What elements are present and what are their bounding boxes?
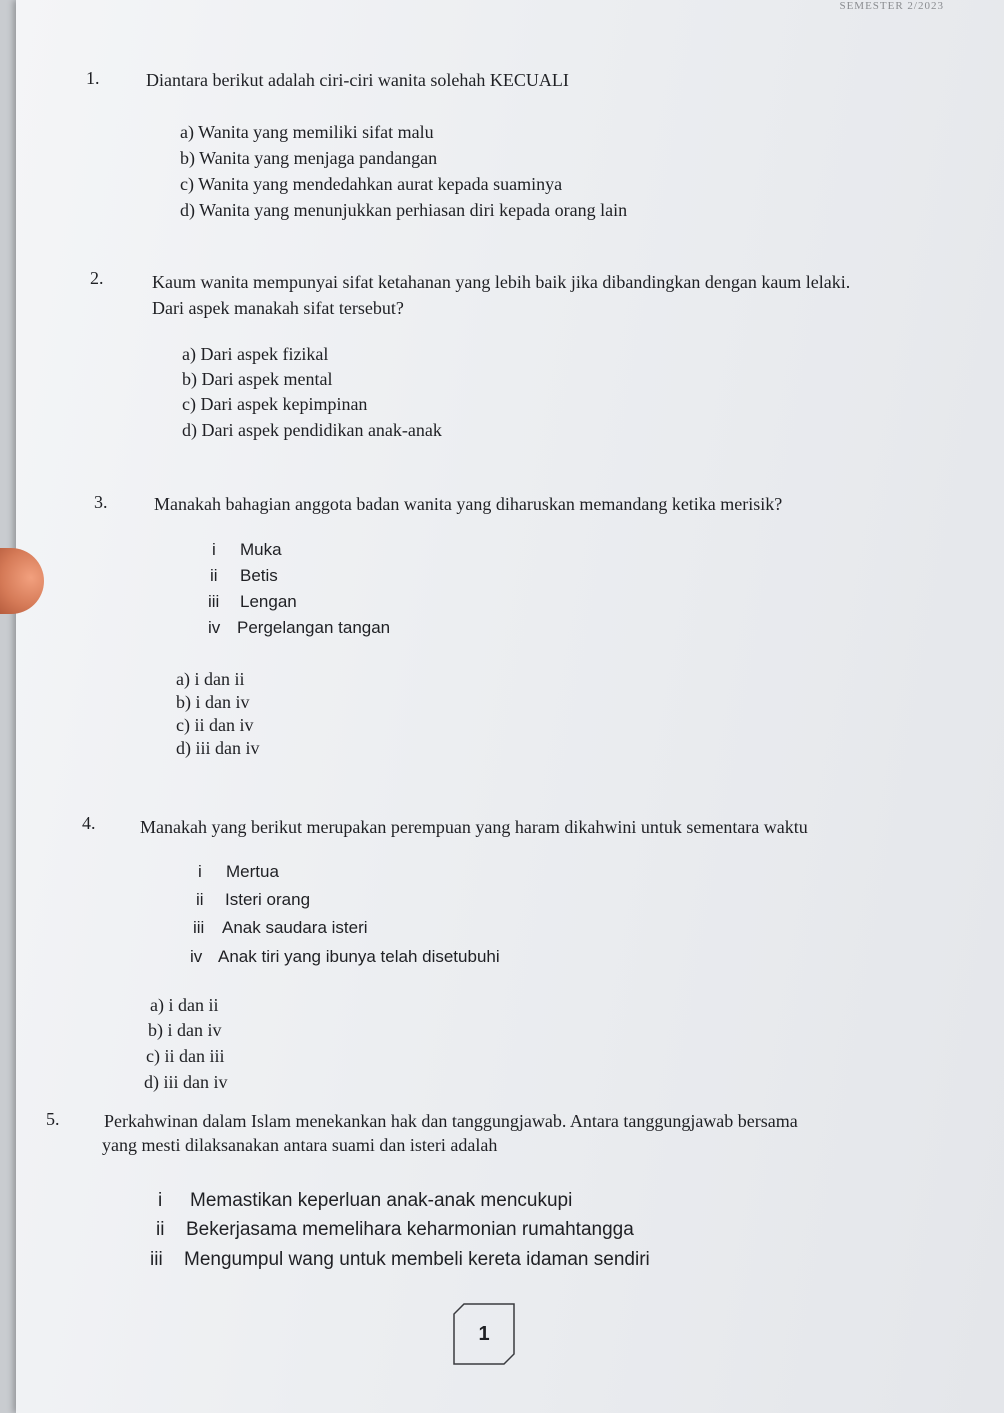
question-3-item-roman: ii xyxy=(210,566,218,585)
question-4-option-b: b) i dan iv xyxy=(148,1020,222,1040)
question-4-option-a: a) i dan ii xyxy=(150,995,219,1015)
question-3-text: Manakah bahagian anggota badan wanita yang diharuskan memandang ketika merisik? xyxy=(154,494,783,514)
question-1-option-b: b) Wanita yang menjaga pandangan xyxy=(180,148,438,168)
question-5-item-roman: iii xyxy=(150,1249,163,1270)
question-3-item-roman: iv xyxy=(208,618,221,637)
question-2-option-c: c) Dari aspek kepimpinan xyxy=(182,394,368,414)
question-4-item-text: Mertua xyxy=(226,862,279,881)
question-2-text-line-2: Dari aspek manakah sifat tersebut? xyxy=(152,298,404,318)
question-4-item-roman: iv xyxy=(190,947,203,966)
question-5-item-text: Bekerjasama memelihara keharmonian rumahtangga xyxy=(186,1219,634,1240)
question-1-option-a: a) Wanita yang memiliki sifat malu xyxy=(180,122,434,142)
question-5-item-text: Memastikan keperluan anak-anak mencukupi xyxy=(190,1190,573,1211)
question-2-option-b: b) Dari aspek mental xyxy=(182,369,333,389)
question-4-item-text: Anak saudara isteri xyxy=(222,918,368,937)
question-5-number: 5. xyxy=(46,1109,60,1129)
question-2-option-a: a) Dari aspek fizikal xyxy=(182,344,329,364)
question-3-item-text: Pergelangan tangan xyxy=(237,618,391,637)
question-3-option-a: a) i dan ii xyxy=(176,669,245,689)
question-2-number: 2. xyxy=(90,268,104,288)
question-1-text: Diantara berikut adalah ciri-ciri wanita solehah KECUALI xyxy=(146,70,569,90)
question-3-option-b: b) i dan iv xyxy=(176,692,250,712)
question-4-option-d: d) iii dan iv xyxy=(144,1072,228,1092)
question-5-text-line-2: yang mesti dilaksanakan antara suami dan isteri adalah xyxy=(102,1135,498,1155)
question-3-item-roman: i xyxy=(212,540,216,559)
question-3-option-d: d) iii dan iv xyxy=(176,738,260,758)
question-1-number: 1. xyxy=(86,68,100,88)
question-1-option-d: d) Wanita yang menunjukkan perhiasan diri kepada orang lain xyxy=(180,200,628,220)
page-number: 1 xyxy=(478,1322,490,1345)
question-3-item-roman: iii xyxy=(208,592,220,611)
question-2-option-d: d) Dari aspek pendidikan anak-anak xyxy=(182,420,442,440)
question-5-item-text: Mengumpul wang untuk membeli kereta idaman sendiri xyxy=(184,1249,650,1270)
question-4-item-roman: iii xyxy=(193,918,205,937)
question-4-text: Manakah yang berikut merupakan perempuan yang haram dikahwini untuk sementara waktu xyxy=(140,817,808,837)
question-2-text-line-1: Kaum wanita mempunyai sifat ketahanan yang lebih baik jika dibandingkan dengan kaum lelaki. xyxy=(152,272,851,292)
question-4-number: 4. xyxy=(82,813,96,833)
question-4-option-c: c) ii dan iii xyxy=(146,1046,225,1066)
question-5-item-roman: ii xyxy=(156,1219,165,1240)
question-5-item-roman: i xyxy=(158,1190,163,1211)
question-3-item-text: Lengan xyxy=(240,592,297,611)
question-1-option-c: c) Wanita yang mendedahkan aurat kepada suaminya xyxy=(180,174,563,194)
header-note: SEMESTER 2/2023 xyxy=(839,0,944,12)
question-3-item-text: Betis xyxy=(240,566,278,585)
question-3-number: 3. xyxy=(94,492,108,512)
question-3-option-c: c) ii dan iv xyxy=(176,715,254,735)
question-4-item-text: Isteri orang xyxy=(225,890,311,909)
question-4-item-roman: i xyxy=(198,862,202,881)
question-4-item-roman: ii xyxy=(196,890,204,909)
question-4-item-text: Anak tiri yang ibunya telah disetubuhi xyxy=(218,947,500,966)
question-5-text-line-1: Perkahwinan dalam Islam menekankan hak dan tanggungjawab. Antara tanggungjawab bersama xyxy=(104,1111,798,1131)
question-3-item-text: Muka xyxy=(240,540,282,559)
